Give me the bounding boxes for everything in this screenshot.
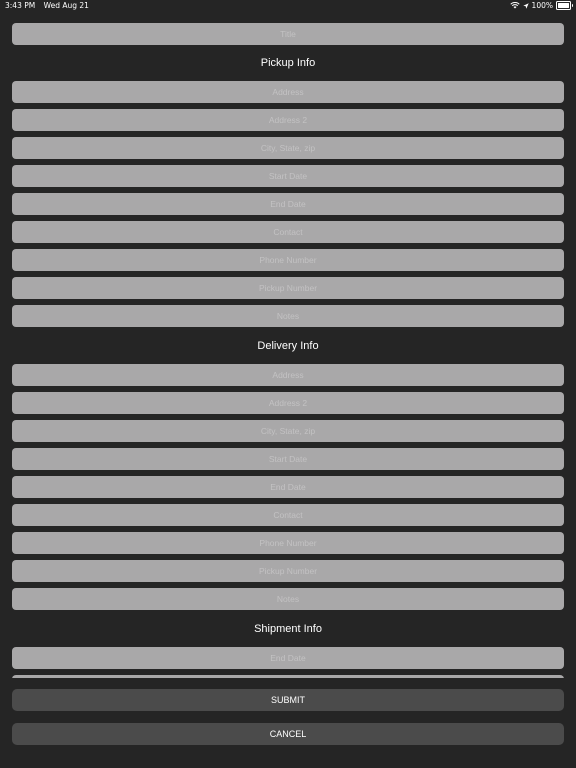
status-time: 3:43 PM — [5, 1, 36, 10]
pickup-info-heading: Pickup Info — [260, 57, 316, 69]
submit-button[interactable]: SUBMIT — [12, 689, 564, 711]
delivery-info-heading: Delivery Info — [257, 340, 319, 352]
pickup-notes-input[interactable] — [12, 305, 564, 327]
cancel-button[interactable]: CANCEL — [12, 723, 564, 745]
battery-percent: 100% — [531, 1, 553, 10]
delivery-contact-input[interactable] — [12, 504, 564, 526]
pickup-city-state-zip-input[interactable] — [12, 137, 564, 159]
pickup-number-input[interactable] — [12, 277, 564, 299]
pickup-address2-input[interactable] — [12, 109, 564, 131]
shipment-next-input[interactable] — [12, 675, 564, 678]
delivery-number-input[interactable] — [12, 560, 564, 582]
shipment-info-heading: Shipment Info — [254, 623, 322, 635]
pickup-contact-input[interactable] — [12, 221, 564, 243]
delivery-phone-input[interactable] — [12, 532, 564, 554]
shipment-end-date-input[interactable] — [12, 647, 564, 669]
pickup-phone-input[interactable] — [12, 249, 564, 271]
delivery-city-state-zip-input[interactable] — [12, 420, 564, 442]
delivery-address2-input[interactable] — [12, 392, 564, 414]
title-input[interactable] — [12, 23, 564, 45]
pickup-end-date-input[interactable] — [12, 193, 564, 215]
delivery-start-date-input[interactable] — [12, 448, 564, 470]
pickup-start-date-input[interactable] — [12, 165, 564, 187]
delivery-end-date-input[interactable] — [12, 476, 564, 498]
pickup-address-input[interactable] — [12, 81, 564, 103]
status-date: Wed Aug 21 — [43, 1, 89, 10]
delivery-address-input[interactable] — [12, 364, 564, 386]
delivery-notes-input[interactable] — [12, 588, 564, 610]
